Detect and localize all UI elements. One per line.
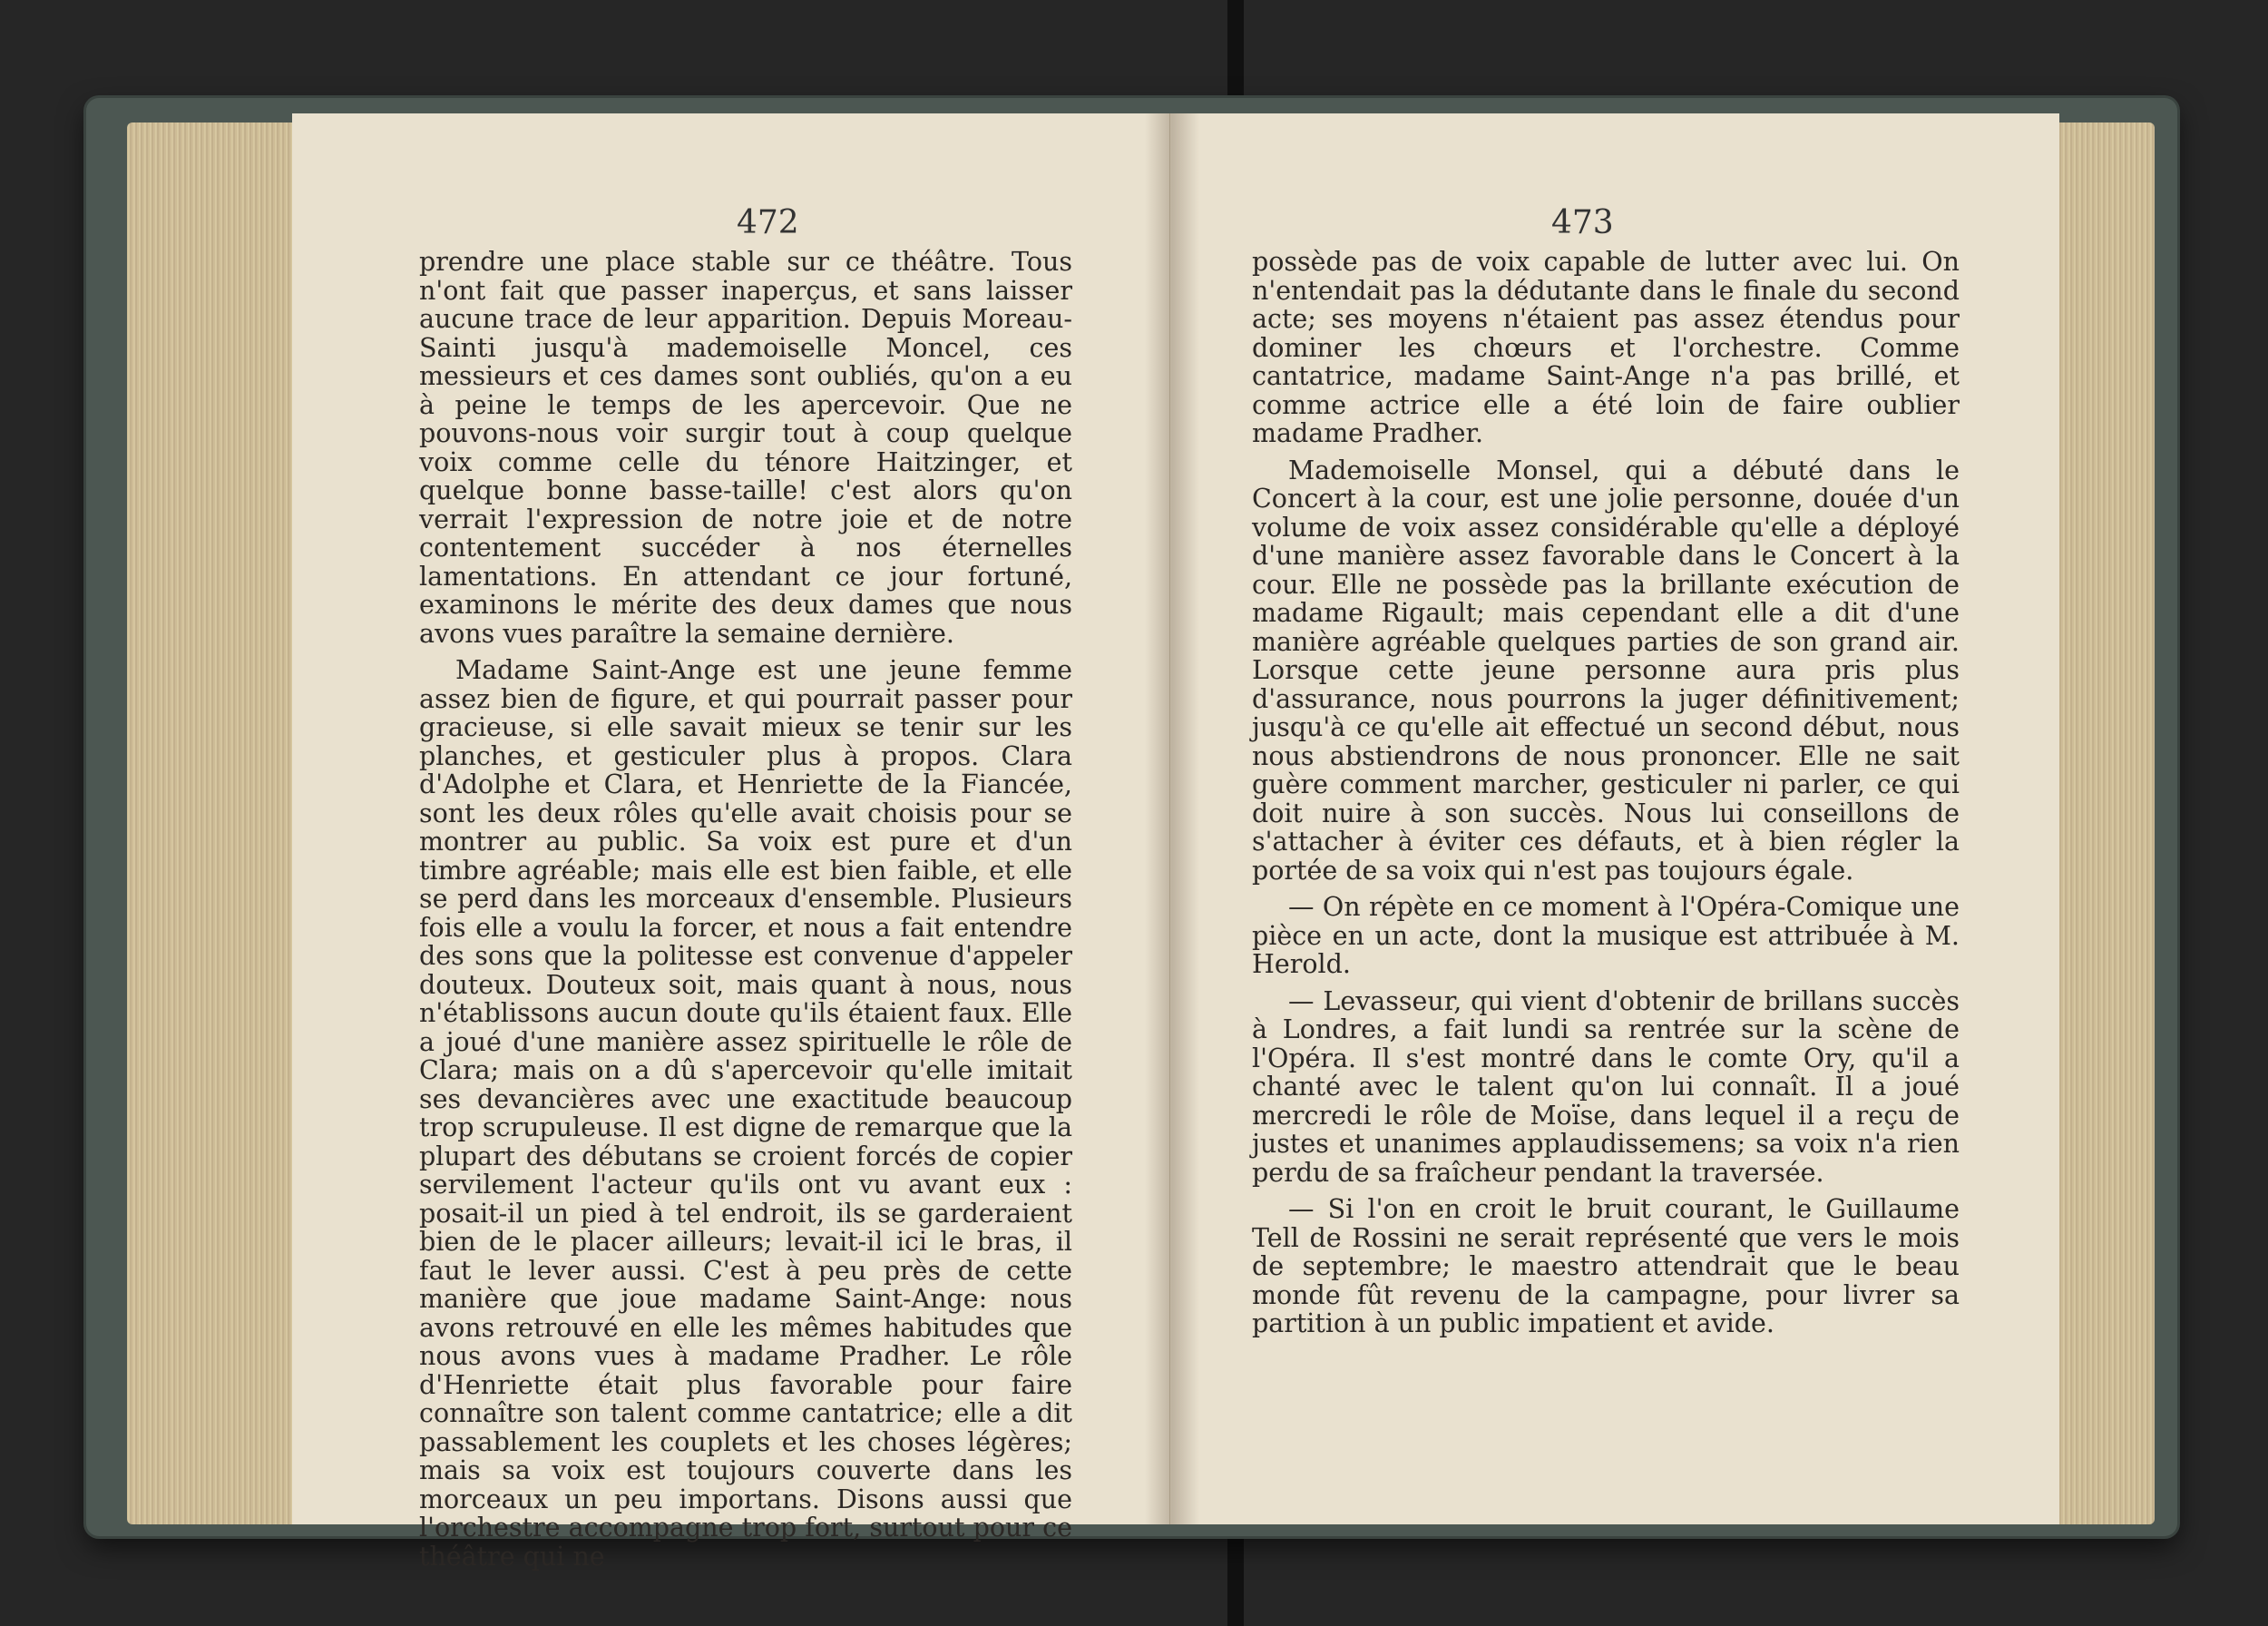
left-page-number: 472 — [737, 204, 799, 241]
left-page-text — [419, 248, 1072, 1579]
left-page-edges — [127, 122, 299, 1524]
left-paragraph-1: prendre une place stable sur ce théâtre. Tous n'ont fait que passer inaperçus, et sans laisser aucune trace de leur apparition. Depuis Moreau-Sainti jusqu'à mademoiselle Moncel, ces messieurs et ces dames sont oubliés, qu'on a eu à peine le temps de les apercevoir. Que ne pouvons-nous voir surgir tout à coup quelque voix comme celle du ténore Haitzinger, et quelque bonne basse-taille! c'est alors qu'on verrait l'expression de notre joie et de notre contentement succéder à nos éternelles lamentations. En attendant ce jour fortuné, examinons le mérite des deux dames que nous avons vues paraître la semaine dernière. — [419, 247, 1072, 649]
right-page-edges — [2046, 122, 2155, 1524]
right-paragraph-5: — Si l'on en croit le bruit courant, le Guillaume Tell de Rossini ne serait représenté que vers le mois de septembre; le maestro attendrait que le beau monde fût revenu de la campagne, pour livrer sa partition à un public impatient et avide. — [1252, 1194, 1960, 1338]
right-page-text — [1252, 248, 1960, 1347]
right-paragraph-3: — On répète en ce moment à l'Opéra-Comique une pièce en un acte, dont la musique est attribuée à M. Herold. — [1252, 892, 1960, 979]
right-page — [1170, 113, 2059, 1524]
right-paragraph-2: Mademoiselle Monsel, qui a débuté dans le Concert à la cour, est une jolie personne, douée d'un volume de voix assez considérable qu'elle a déployé d'une manière assez favorable dans le Concert à la cour. Elle ne possède pas la brillante exécution de madame Rigault; mais cependant elle a dit d'une manière agréable quelques parties de son grand air. Lorsque cette jeune personne aura pris plus d'assurance, nous pourrons la juger définitivement; jusqu'à ce qu'elle ait effectué un second début, nous nous abstiendrons de nous prononcer. Elle ne sait guère comment marcher, gesticuler ni parler, ce qui doit nuire à son succès. Nous lui conseillons de s'attacher à éviter ces défauts, et à bien régler la portée de sa voix qui n'est pas toujours égale. — [1252, 455, 1960, 886]
right-paragraph-4: — Levasseur, qui vient d'obtenir de brillans succès à Londres, a fait lundi sa rentrée sur la scène de l'Opéra. Il s'est montré dans le comte Ory, qu'il a chanté avec le talent qu'on lui connaît. Il a joué mercredi le rôle de Moïse, dans lequel il a reçu de justes et unanimes applaudissemens; sa voix n'a rien perdu de sa fraîcheur pendant la traversée. — [1252, 985, 1960, 1188]
right-paragraph-1: possède pas de voix capable de lutter avec lui. On n'entendait pas la dédutante dans le finale du second acte; ses moyens n'étaient pas assez étendus pour dominer les chœurs et l'orchestre. Comme cantatrice, madame Saint-Ange n'a pas brillé, et comme actrice elle a été loin de faire oublier madame Pradher. — [1252, 247, 1960, 448]
right-page-number: 473 — [1551, 204, 1614, 241]
left-paragraph-2: Madame Saint-Ange est une jeune femme assez bien de figure, et qui pourrait passer pour gracieuse, si elle savait mieux se tenir sur les planches, et gesticuler plus à propos. Clara d'Adolphe et Clara, et Henriette de la Fiancée, sont les deux rôles qu'elle avait choisis pour se montrer au public. Sa voix est pure et d'un timbre agréable; mais elle est bien faible, et elle se perd dans les morceaux d'ensemble. Plusieurs fois elle a voulu la forcer, et nous a fait entendre des sons que la politesse est convenue d'appeler douteux. Douteux soit, mais quant à nous, nous n'établissons aucun doute qu'ils étaient faux. Elle a joué d'une manière assez spirituelle le rôle de Clara; mais on a dû s'apercevoir qu'elle imitait ses devancières avec une exactitude beaucoup trop scrupuleuse. Il est digne de remarque que la plupart des débutans se croient forcés de copier servilement l'acteur qu'ils ont vu avant eux : posait-il un pied à tel endroit, ils se garderaient bien de le placer ailleurs; levait-il ici le bras, il faut le lever aussi. C'est à peu près de cette manière que joue madame Saint-Ange: nous avons retrouvé en elle les mêmes habitudes que nous avons vues à madame Pradher. Le rôle d'Henriette était plus favorable pour faire connaître son talent comme cantatrice; elle a dit passablement les couplets et les choses légères; mais sa voix est toujours couverte dans les morceaux un peu importans. Disons aussi que l'orchestre accompagne trop fort, surtout pour ce théâtre qui ne — [419, 655, 1072, 1572]
left-page — [292, 113, 1170, 1572]
